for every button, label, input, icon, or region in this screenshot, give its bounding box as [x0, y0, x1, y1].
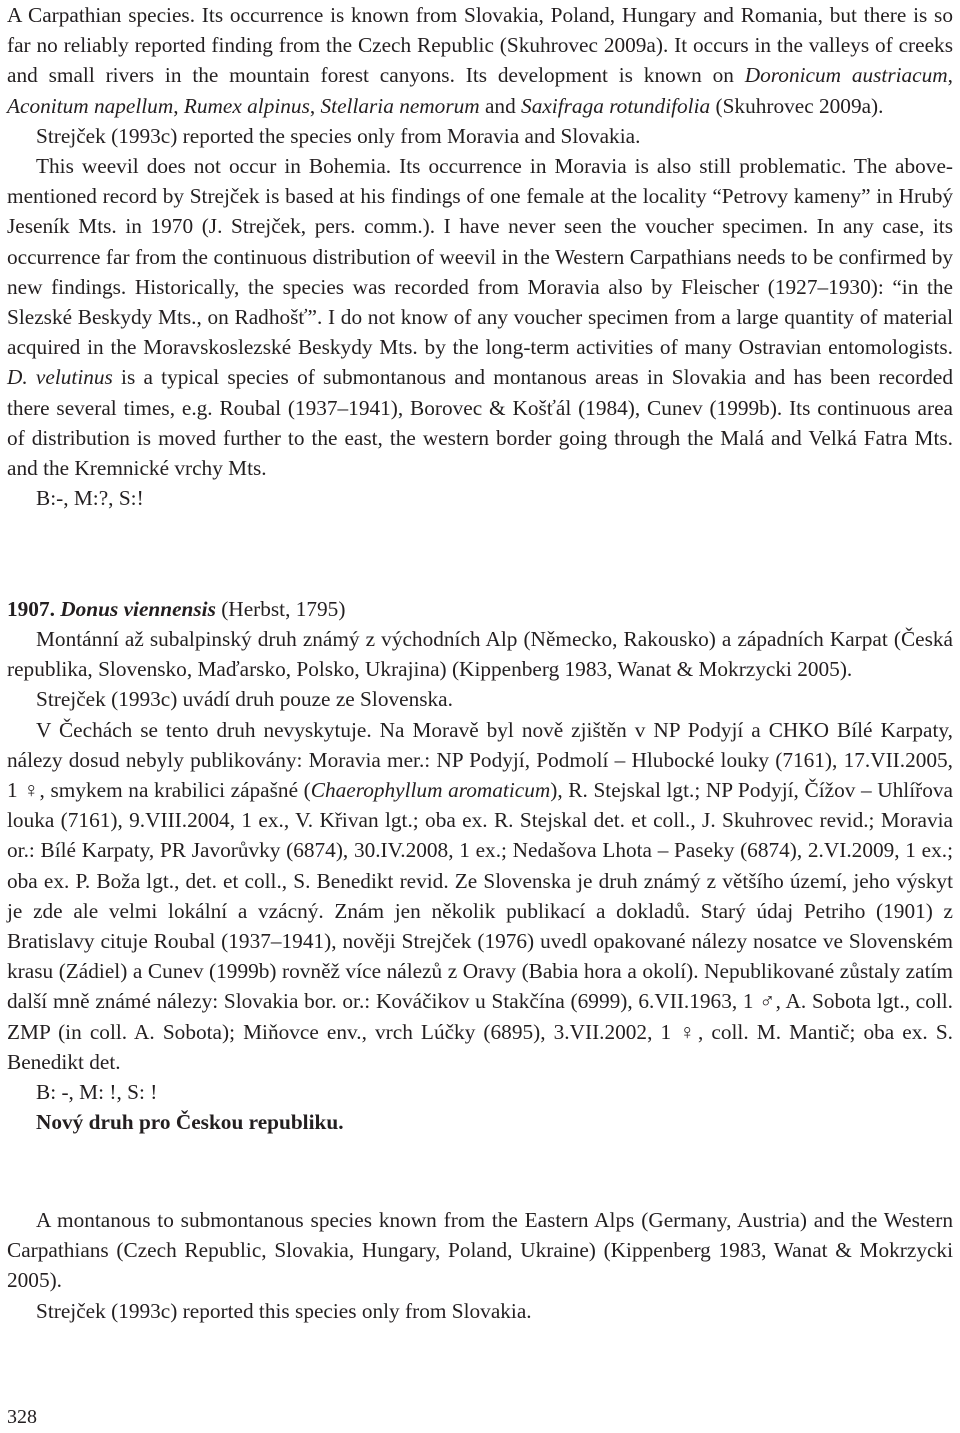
species-rumex: Rumex alpinus	[183, 93, 310, 118]
paragraph-distribution: A Carpathian species. Its occurrence is known from Slovakia, Poland, Hungary and Romania, but there is so far no reliably reported finding from the Czech Republic (Skuhrovec 2009a). It occurs in the valleys of creeks and small rivers in the mountain forest canyons. Its development is known on Doronicum austriacum, Aconitum napellum, Rumex alpinus, Stellaria nemorum and Saxifraga rotundifolia (Skuhrovec 2009a).	[7, 3, 953, 118]
paragraph-bohemia-moravia: This weevil does not occur in Bohemia. Its occurrence in Moravia is also still problematic. The above-mentioned record by Strejček is based at his findings of one female at the locality “Petrovy kameny” in Hrubý Jeseník Mts. in 1970 (J. Strejček, pers. comm.). I have never seen the voucher specimen. In any case, its occurrence far from the continuous distribution of weevil in the Western Carpathians needs to be confirmed by new findings. Historically, the species was recorded from Moravia also by Fleischer (1927–1930): “in the Slezské Beskydy Mts., on Radhošť”. I do not know of any voucher specimen from a large quantity of material acquired in the Moravskoslezské Beskydy Mts. by the long-term activities of many Ostravian entomologists. D. velutinus is a typical species of submontanous and montanous areas in Slovakia and has been recorded there several times, e.g. Roubal (1937–1941), Borovec & Košťál (1984), Cunev (1999b). Its continuous area of distribution is moved further to the east, the western border going through the Malá and Velká Fatra Mts. and the Kremnické vrchy Mts.	[7, 154, 953, 481]
species-stellaria: Stellaria nemorum	[320, 93, 480, 118]
species-name: Donus viennensis	[60, 597, 216, 621]
species-chaerophyllum: Chaerophyllum aromaticum	[310, 778, 551, 803]
paragraph-cz-distribution: Montánní až subalpinský druh známý z východních Alp (Německo, Rakousko) a západních Karpat (Česká republika, Slovensko, Maďarsko, Polsko, Ukrajina) (Kippenberg 1983, Wanat & Mokrzycki 2005).	[7, 627, 953, 682]
species-heading	[7, 594, 953, 624]
new-species-note: Nový druh pro Českou republiku.	[36, 1110, 344, 1135]
paragraph-cz-strejcek: Strejček (1993c) uvádí druh pouze ze Slovenska.	[36, 687, 453, 712]
paragraph-en2-strejcek: Strejček (1993c) reported this species only from Slovakia.	[36, 1298, 532, 1323]
species-saxifraga: Saxifraga rotundifolia	[521, 93, 711, 118]
english-text-block-1	[7, 0, 953, 513]
species-author: (Herbst, 1795)	[221, 597, 346, 621]
species-aconitum: Aconitum napellum	[7, 93, 174, 118]
page-number: 328	[7, 1406, 37, 1428]
paragraph-strejcek-report: Strejček (1993c) reported the species only from Moravia and Slovakia.	[36, 123, 641, 148]
status-code-cz: B: -, M: !, S: !	[36, 1080, 158, 1105]
czech-text-block	[7, 624, 953, 1137]
paragraph-cz-records: V Čechách se tento druh nevyskytuje. Na Moravě byl nově zjištěn v NP Podyjí a CHKO Bílé Karpaty, nálezy dosud nebyly publikovány: Moravia mer.: NP Podyjí, Podmolí – Hlubocké louky (7161), 17.VII.2005, 1 ♀, smykem na krabilici zápašné (Chaerophyllum aromaticum), R. Stejskal lgt.; NP Podyjí, Čížov – Uhlířova louka (7161), 9.VIII.2004, 1 ex., V. Křivan lgt.; oba ex. R. Stejskal det. et coll., J. Skuhrovec revid.; Moravia or.: Bílé Karpaty, PR Javorůvky (6874), 30.IV.2008, 1 ex.; Nedašova Lhota – Paseky (6874), 2.VI.2009, 1 ex.; oba ex. P. Boža lgt., det. et coll., S. Benedikt revid. Ze Slovenska je druh známý z většího území, jeho výskyt je zde ale velmi lokální a vzácný. Znám jen několik publikací a dokladů. Starý údaj Petriho (1901) z Bratislavy cituje Roubal (1937–1941), nověji Strejček (1976) uvedl opakované nálezy nosatce ve Slovenském krasu (Zádiel) a Cunev (1999b) rovněž více nálezů z Oravy (Babia hora a okolí). Nepublikované zůstaly zatím další mně známé nálezy: Slovakia bor. or.: Kováčikov u Stakčína (6999), 6.VII.1963, 1 ♂, A. Sobota lgt., coll. ZMP (in coll. A. Sobota); Miňovce env., vrch Lúčky (6895), 3.VII.2002, 1 ♀, coll. M. Mantič; oba ex. S. Benedikt det.	[7, 717, 953, 1074]
english-text-block-2	[7, 1205, 953, 1326]
species-number: 1907.	[7, 597, 55, 621]
status-code: B:-, M:?, S:!	[36, 486, 144, 511]
species-doronicum: Doronicum austriacum	[744, 63, 948, 88]
species-d-velutinus: D. velutinus	[7, 365, 113, 390]
paragraph-en2-distribution: A montanous to submontanous species known from the Eastern Alps (Germany, Austria) and the Western Carpathians (Czech Republic, Slovakia, Hungary, Poland, Ukraine) (Kippenberg 1983, Wanat & Mokrzycki 2005).	[7, 1208, 953, 1293]
